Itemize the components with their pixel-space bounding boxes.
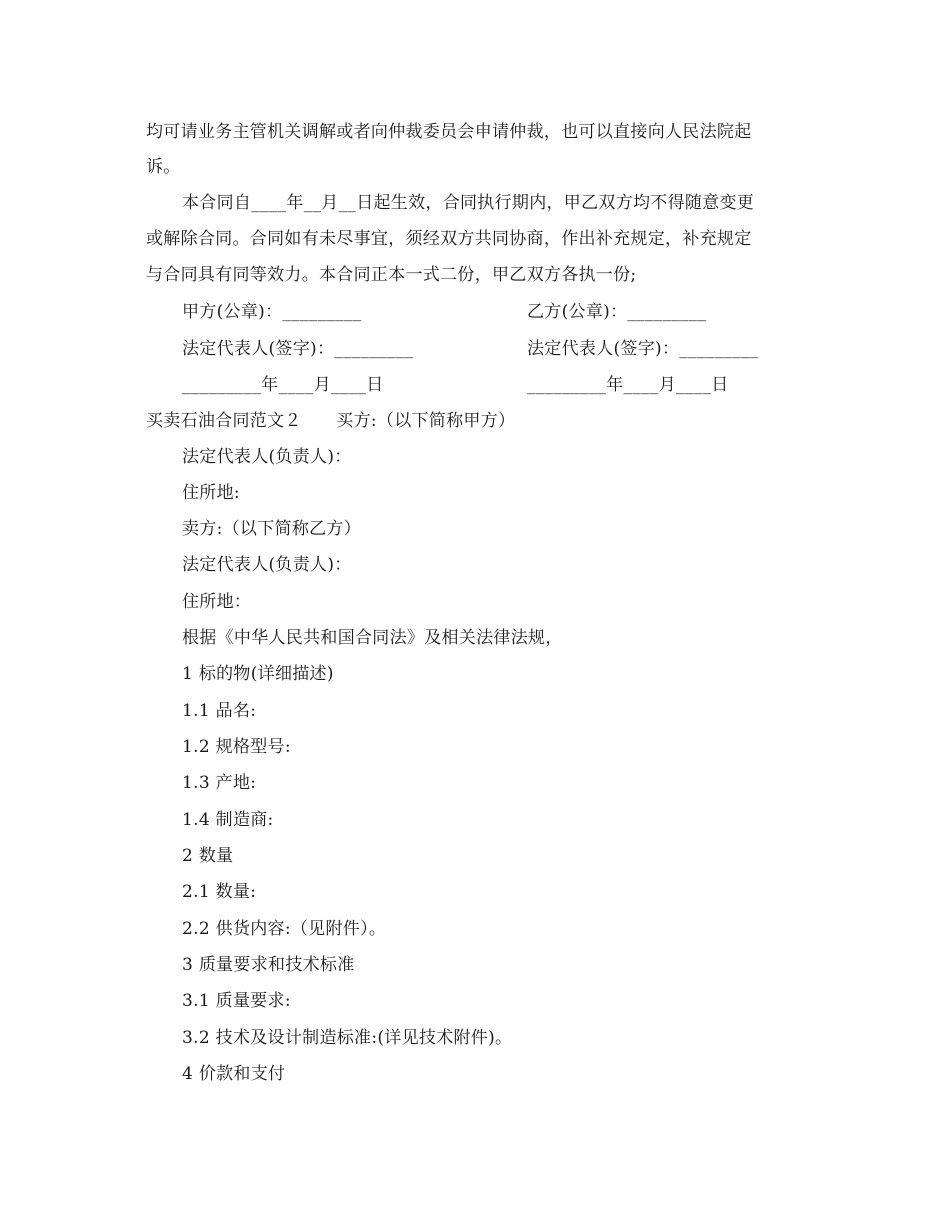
- paragraph-line: 诉。: [146, 157, 181, 177]
- party-a-seal-line: 甲方(公章)：_________: [182, 302, 362, 322]
- clause-item: 3.2 技术及设计制造标准:(详见技术附件)。: [182, 1028, 513, 1048]
- clause-item: 3.1 质量要求:: [182, 991, 291, 1011]
- buyer-representative: 法定代表人(负责人)：: [182, 447, 352, 467]
- paragraph-line: 与合同具有同等效力。本合同正本一式二份，甲乙双方各执一份;: [146, 265, 637, 285]
- party-b-date-line: _________年____月____日: [527, 375, 729, 395]
- clause-item: 1.2 规格型号:: [182, 737, 291, 757]
- seller-representative: 法定代表人(负责人)：: [182, 555, 352, 575]
- section-heading: 4 价款和支付: [182, 1064, 286, 1084]
- section-heading: 1 标的物(详细描述): [182, 664, 334, 684]
- party-b-representative-line: 法定代表人(签字)：_________: [527, 339, 759, 359]
- seller-address: 住所地：: [182, 592, 252, 612]
- clause-item: 1.3 产地:: [182, 773, 257, 793]
- clause-item: 2.1 数量:: [182, 882, 257, 902]
- section-heading: 3 质量要求和技术标准: [182, 955, 355, 975]
- party-a-date-line: _________年____月____日: [182, 375, 384, 395]
- party-a-representative-line: 法定代表人(签字)：_________: [182, 339, 414, 359]
- clause-item: 1.1 品名:: [182, 701, 257, 721]
- paragraph-line: 或解除合同。合同如有未尽事宜，须经双方共同协商，作出补充规定，补充规定: [146, 229, 752, 249]
- paragraph-line: 本合同自____年__月__日起生效，合同执行期内，甲乙双方均不得随意变更: [182, 193, 755, 213]
- section-heading: 2 数量: [182, 846, 234, 866]
- party-b-seal-line: 乙方(公章)：_________: [527, 302, 707, 322]
- clause-item: 2.2 供货内容:（见附件）。: [182, 919, 387, 939]
- contract-title: 买卖石油合同范文２ 买方:（以下简称甲方）: [146, 411, 516, 431]
- seller-line: 卖方:（以下简称乙方）: [182, 519, 362, 539]
- clause-item: 1.4 制造商:: [182, 810, 274, 830]
- buyer-address: 住所地:: [182, 483, 240, 503]
- paragraph-line: 均可请业务主管机关调解或者向仲裁委员会申请仲裁，也可以直接向人民法院起: [146, 122, 752, 142]
- legal-basis: 根据《中华人民共和国合同法》及相关法律法规，: [182, 628, 563, 648]
